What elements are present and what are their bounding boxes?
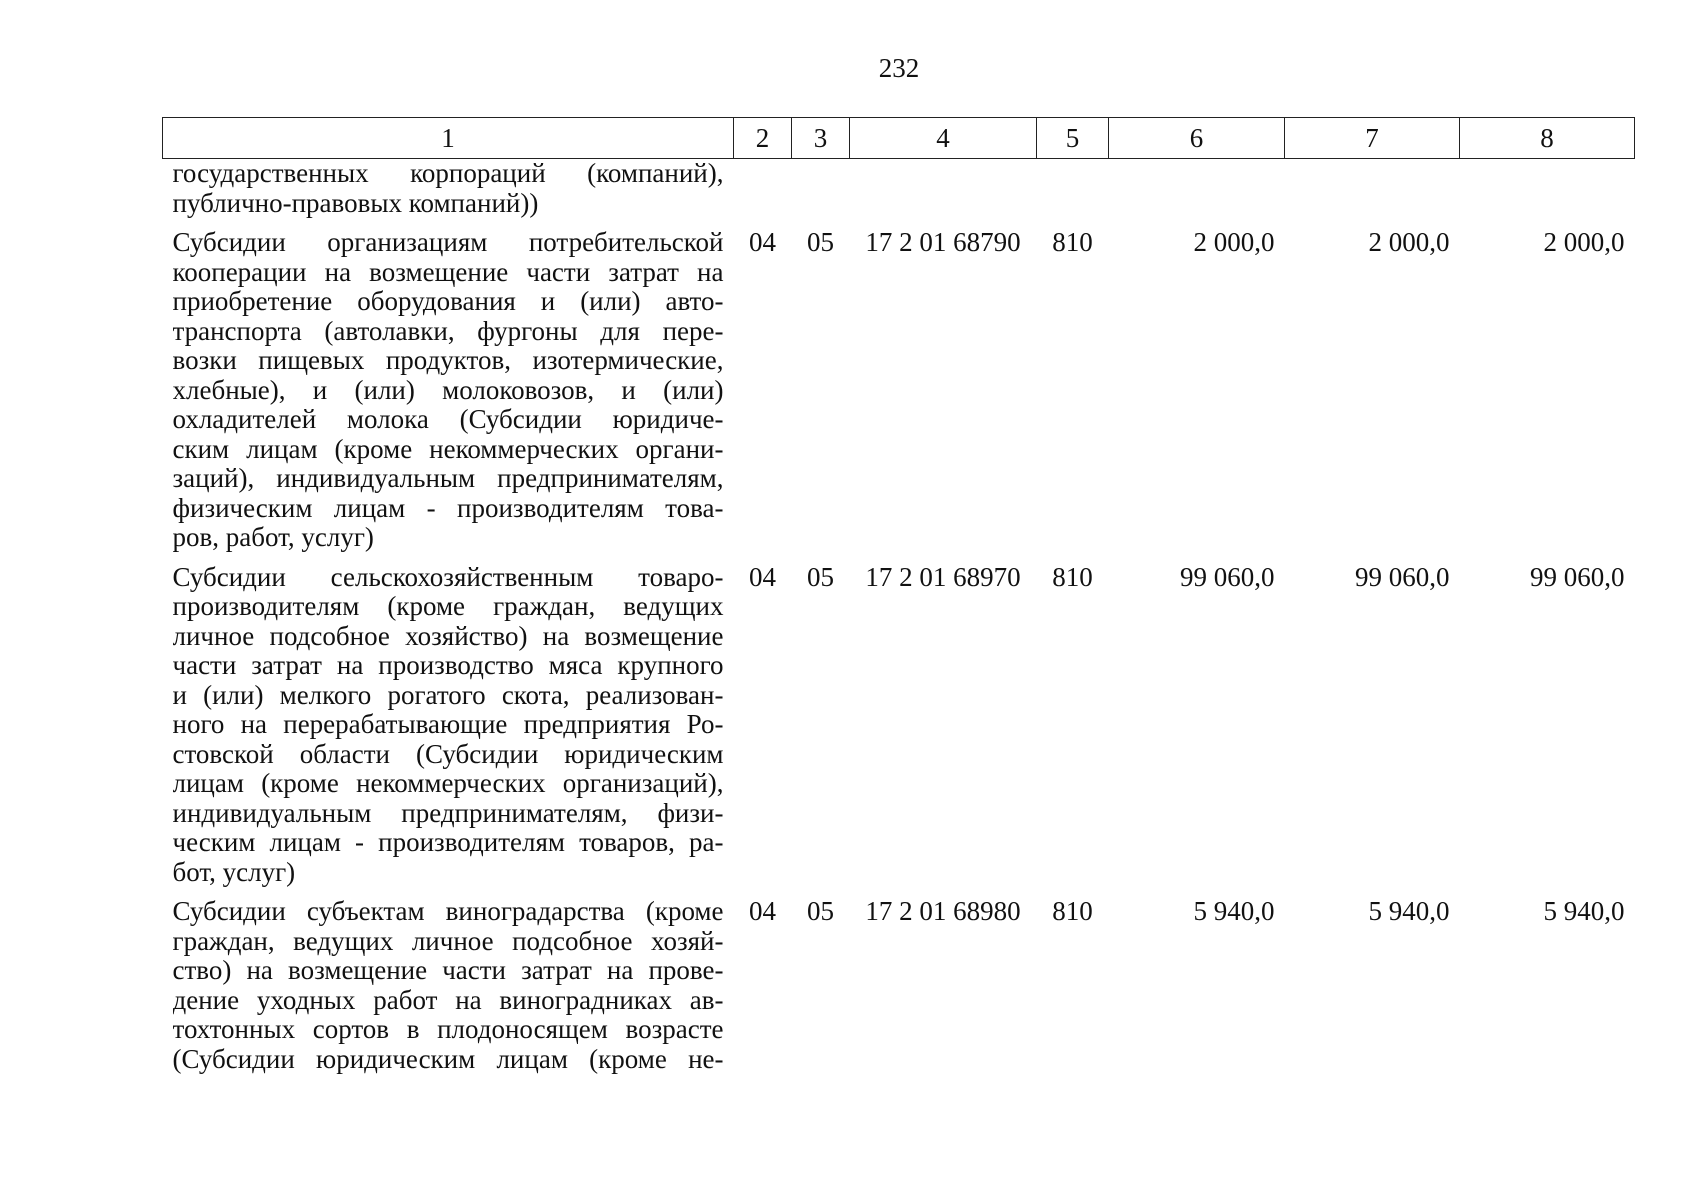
row-subsection — [792, 159, 850, 223]
description-line: возки пищевых продуктов, изотермические, — [172, 346, 724, 375]
row-section: 04 — [749, 561, 776, 592]
description-line: публично-правовых компаний)) — [172, 188, 539, 218]
row-amount-year-3: 5 940,0 — [1543, 896, 1625, 926]
description-line: и (или) мелкого рогатого скота, реализован- — [172, 680, 724, 710]
row-description — [163, 557, 734, 892]
row-section: 04 — [749, 227, 776, 257]
description-line: ческим лицам - производителям товаров, ра- — [172, 828, 724, 857]
description-line: государственных корпораций (компаний), — [172, 159, 724, 188]
header-col-4: 4 — [850, 118, 1037, 159]
row-target-article — [850, 159, 1037, 223]
row-target-article: 17 2 01 68970 — [865, 561, 1021, 592]
table-row — [163, 557, 1635, 892]
description-line: физическим лицам - производителям това- — [172, 493, 724, 523]
description-line: дение уходных работ на виноградниках ав- — [172, 985, 724, 1015]
description-line: приобретение оборудования и (или) авто- — [172, 287, 724, 316]
header-col-7: 7 — [1285, 118, 1460, 159]
budget-table — [162, 117, 1635, 1078]
row-amount-year-2: 99 060,0 — [1355, 561, 1450, 592]
description-line: ство) на возмещение части затрат на прове- — [172, 956, 724, 985]
description-line: охладителей молока (Субсидии юридиче- — [172, 405, 724, 434]
description-line: ров, работ, услуг) — [172, 523, 374, 552]
description-line: (Субсидии юридическим лицам (кроме не- — [172, 1044, 724, 1074]
row-amount-year-3: 2 000,0 — [1543, 227, 1625, 257]
description-line: заций), индивидуальным предпринимателям, — [172, 464, 724, 493]
row-subsection: 05 — [807, 227, 834, 257]
row-amount-year-3: 99 060,0 — [1530, 561, 1625, 592]
row-subsection: 05 — [807, 896, 834, 926]
description-line: производителям (кроме граждан, ведущих — [172, 592, 724, 621]
description-line: кооперации на возмещение части затрат на — [172, 257, 724, 287]
row-amount-year-1 — [1109, 159, 1285, 223]
row-amount-year-2: 5 940,0 — [1368, 896, 1450, 926]
header-col-5: 5 — [1037, 118, 1109, 159]
row-expense-type: 810 — [1052, 561, 1093, 592]
row-amount-year-1: 99 060,0 — [1180, 561, 1275, 592]
table-row — [163, 891, 1635, 1078]
row-amount-year-1: 2 000,0 — [1193, 227, 1275, 257]
page-number: 232 — [878, 53, 920, 83]
row-section — [734, 159, 792, 223]
row-amount-year-2 — [1285, 159, 1460, 223]
header-col-3: 3 — [792, 118, 850, 159]
row-description — [163, 159, 734, 223]
row-target-article: 17 2 01 68790 — [865, 227, 1021, 257]
description-line: граждан, ведущих личное подсобное хозяй- — [172, 926, 724, 956]
description-line: тохтонных сортов в плодоносящем возрасте — [172, 1015, 724, 1044]
description-line: части затрат на производство мяса крупного — [172, 651, 724, 680]
row-amount-year-1: 5 940,0 — [1193, 896, 1275, 926]
row-description — [163, 222, 734, 557]
header-row — [163, 118, 1635, 159]
row-amount-year-3 — [1460, 159, 1635, 223]
row-amount-year-2: 2 000,0 — [1368, 227, 1450, 257]
description-line: Субсидии организациям потребительской — [172, 228, 724, 257]
description-line: транспорта (автолавки, фургоны для пере- — [172, 316, 724, 346]
header-col-1: 1 — [163, 118, 734, 159]
description-line: Субсидии сельскохозяйственным товаро- — [172, 562, 724, 592]
description-line: бот, услуг) — [172, 857, 296, 887]
row-expense-type — [1037, 159, 1109, 223]
description-line: индивидуальным предпринимателям, физи- — [172, 798, 724, 828]
description-line: ским лицам (кроме некоммерческих органи- — [172, 434, 724, 464]
row-description — [163, 891, 734, 1078]
table-header — [163, 118, 1635, 159]
description-line: Субсидии субъектам виноградарства (кроме — [172, 897, 724, 926]
description-line: лицам (кроме некоммерческих организаций), — [172, 769, 724, 798]
row-expense-type: 810 — [1052, 227, 1093, 257]
header-col-8: 8 — [1460, 118, 1635, 159]
row-subsection: 05 — [807, 561, 834, 592]
description-line: стовской области (Субсидии юридическим — [172, 739, 724, 769]
row-target-article: 17 2 01 68980 — [865, 896, 1021, 926]
row-expense-type: 810 — [1052, 896, 1093, 926]
description-line: ного на перерабатывающие предприятия Ро- — [172, 710, 724, 739]
description-line: хлебные), и (или) молоковозов, и (или) — [172, 375, 724, 405]
header-col-2: 2 — [734, 118, 792, 159]
header-col-6: 6 — [1109, 118, 1285, 159]
table-row — [163, 222, 1635, 557]
row-section: 04 — [749, 896, 776, 926]
table-row — [163, 159, 1635, 223]
description-line: личное подсобное хозяйство) на возмещение — [172, 621, 724, 651]
